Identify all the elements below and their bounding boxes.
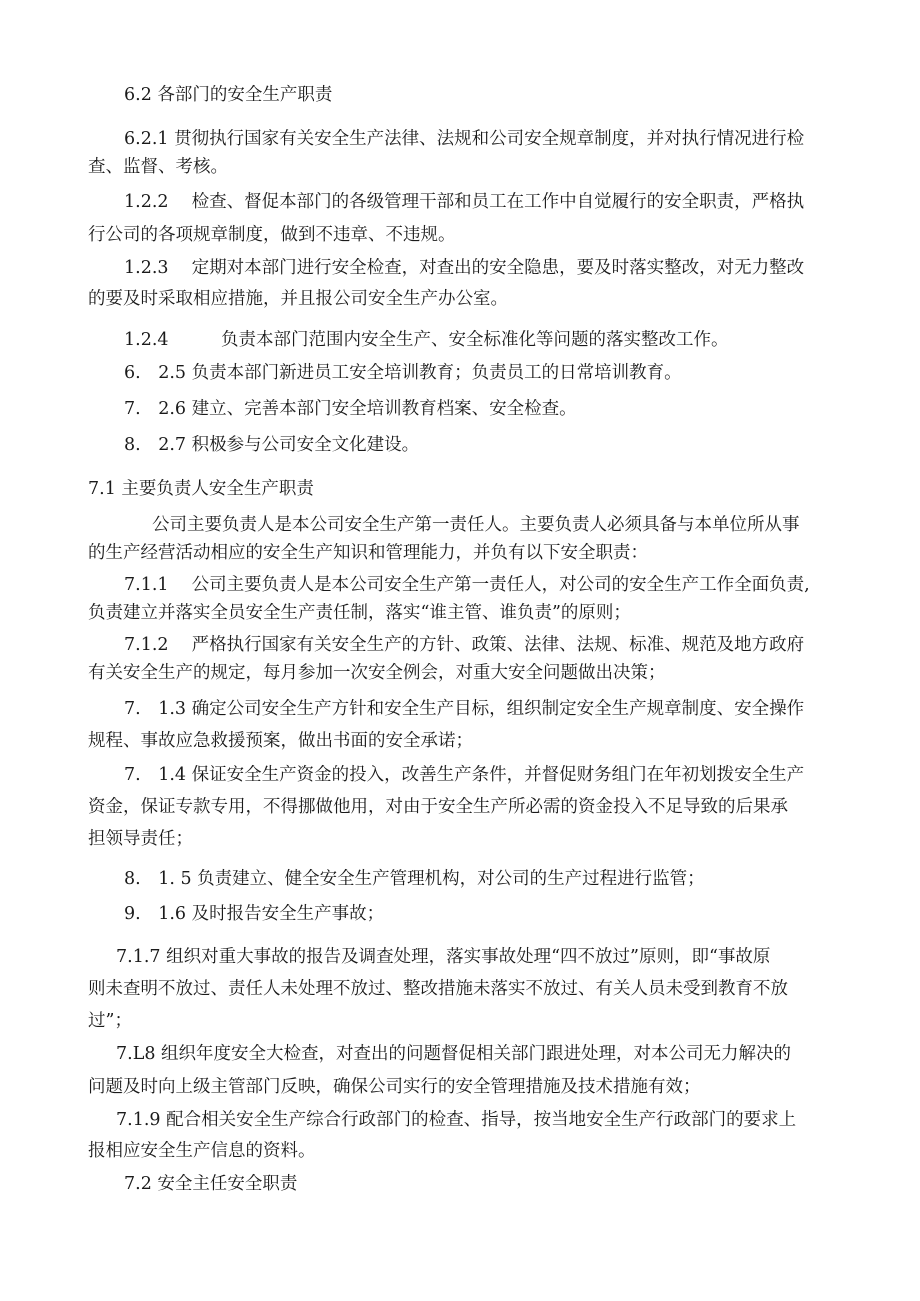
paragraph-6-2-5: 6. 2.5 负责本部门新进员工安全培训教育；负责员工的日常培训教育。	[124, 363, 682, 383]
paragraph-7-1-7-line-3: 过”；	[88, 1011, 132, 1031]
paragraph-6-2-1-line-1: 6.2.1 贯彻执行国家有关安全生产法律、法规和公司安全规章制度，并对执行情况进行检	[124, 129, 805, 149]
section-heading-7-2: 7.2 安全主任安全职责	[124, 1174, 298, 1194]
paragraph-7-1-4-line-1: 7. 1.4 保证安全生产资金的投入，改善生产条件，并督促财务组门在年初划拨安全生产	[124, 765, 805, 785]
intro-line-2: 的生产经营活动相应的安全生产知识和管理能力，并负有以下安全职责：	[88, 543, 648, 563]
paragraph-1-2-4: 1.2.4 负责本部门范围内安全生产、安全标准化等问题的落实整改工作。	[124, 330, 729, 350]
paragraph-7-1-2-line-1: 7.1.2 严格执行国家有关安全生产的方针、政策、法律、法规、标准、规范及地方政府	[124, 635, 805, 655]
paragraph-1-2-2-line-1: 1.2.2 检查、督促本部门的各级管理干部和员工在工作中自觉履行的安全职责，严格执	[124, 192, 805, 212]
intro-line-1: 公司主要负责人是本公司安全生产第一责任人。主要负责人必须具备与本单位所从事	[152, 515, 800, 535]
section-heading-7-1: 7.1 主要负责人安全生产职责	[88, 479, 314, 499]
paragraph-7-1-8-line-2: 问题及时向上级主管部门反映，确保公司实行的安全管理措施及技术措施有效；	[88, 1077, 701, 1097]
paragraph-1-2-2-line-2: 行公司的各项规章制度，做到不违章、不违规。	[88, 225, 456, 245]
paragraph-7-1-9-line-2: 报相应安全生产信息的资料。	[88, 1141, 316, 1161]
paragraph-7-1-1-line-1: 7.1.1 公司主要负责人是本公司安全生产第一责任人，对公司的安全生产工作全面负责,	[124, 575, 810, 595]
paragraph-1-2-3-line-1: 1.2.3 定期对本部门进行安全检查，对查出的安全隐患，要及时落实整改，对无力整改	[124, 258, 805, 278]
paragraph-7-1-3-line-2: 规程、事故应急救援预案，做出书面的安全承诺；	[88, 731, 473, 751]
paragraph-7-1-4-line-3: 担领导责任；	[88, 829, 193, 849]
paragraph-7-1-7-line-1: 7.1.7 组织对重大事故的报告及调查处理，落实事故处理“四不放过”原则，即“事故原	[116, 947, 771, 967]
paragraph-7-2-6: 7. 2.6 建立、完善本部门安全培训教育档案、安全检查。	[124, 399, 577, 419]
paragraph-9-1-6: 9. 1.6 及时报告安全生产事故；	[124, 904, 385, 924]
paragraph-6-2-1-line-2: 查、监督、考核。	[88, 157, 228, 177]
paragraph-7-1-3-line-1: 7. 1.3 确定公司安全生产方针和安全生产目标，组织制定安全生产规章制度、安全操作	[124, 699, 805, 719]
paragraph-7-1-7-line-2: 则未查明不放过、责任人未处理不放过、整改措施未落实不放过、有关人员未受到教育不放	[88, 979, 788, 999]
paragraph-7-1-2-line-2: 有关安全生产的规定，每月参加一次安全例会，对重大安全问题做出决策；	[88, 663, 666, 683]
section-heading-6-2: 6.2 各部门的安全生产职责	[124, 85, 333, 105]
paragraph-7-1-9-line-1: 7.1.9 配合相关安全生产综合行政部门的检查、指导，按当地安全生产行政部门的要求上	[116, 1110, 797, 1130]
paragraph-7-1-8-line-1: 7.L8 组织年度安全大检查，对查出的问题督促相关部门跟进处理，对本公司无力解决的	[116, 1044, 792, 1064]
paragraph-8-2-7: 8. 2.7 积极参与公司安全文化建设。	[124, 435, 420, 455]
paragraph-7-1-1-line-2: 负责建立并落实全员安全生产责任制，落实“谁主管、谁负责”的原则；	[88, 603, 631, 623]
paragraph-7-1-4-line-2: 资金，保证专款专用，不得挪做他用，对由于安全生产所必需的资金投入不足导致的后果承	[88, 797, 788, 817]
paragraph-8-1-5: 8. 1. 5 负责建立、健全安全生产管理机构，对公司的生产过程进行监管；	[124, 869, 705, 889]
paragraph-1-2-3-line-2: 的要及时采取相应措施，并且报公司安全生产办公室。	[88, 289, 508, 309]
